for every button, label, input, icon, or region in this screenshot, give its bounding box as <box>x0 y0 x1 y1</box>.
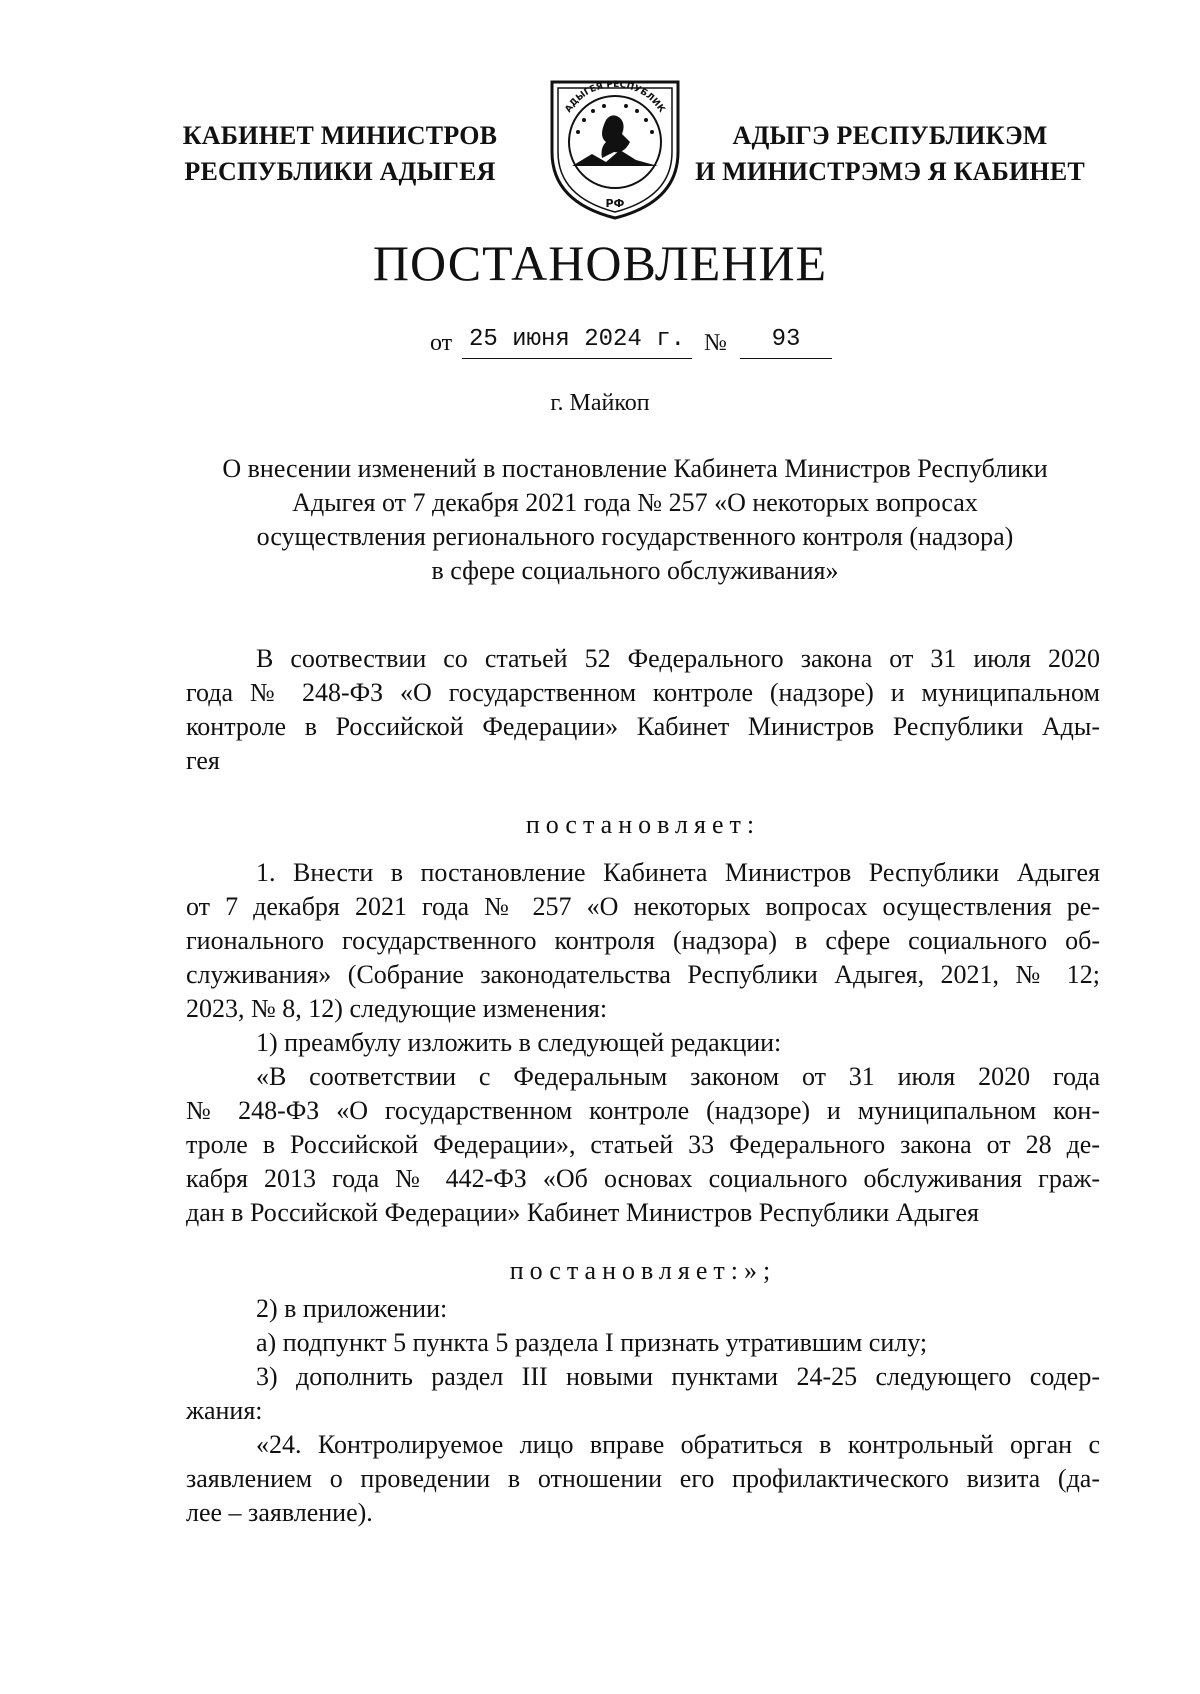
resolves-heading-1 <box>186 808 1100 842</box>
item-1-line: гионального государственного контроля (надзора) в сфере социального об- <box>186 926 1100 955</box>
header-left-line-1: КАБИНЕТ МИНИСТРОВ <box>182 121 498 150</box>
resolves-heading-2 <box>186 1254 1100 1288</box>
header-right-line-1: АДЫГЭ РЕСПУБЛИКЭМ <box>732 121 1048 150</box>
date-underline <box>462 358 692 359</box>
city: г. Майкоп <box>550 390 650 416</box>
item-1-line: служивания» (Собрание законодательства Республики Адыгея, 2021, № 12; <box>186 960 1100 989</box>
preamble <box>186 642 1100 778</box>
item-1-line: 2023, № 8, 12) следующие изменения: <box>186 994 608 1023</box>
paragraph-24-line: заявлением о проведении в отношении его профилактического визита (да- <box>186 1464 1100 1493</box>
preamble-line: года № 248-ФЗ «О государственном контроле (надзоре) и муниципальном <box>186 678 1100 707</box>
paragraph-24-line: лее – заявление). <box>186 1498 373 1527</box>
document-title: ПОСТАНОВЛЕНИЕ <box>372 235 828 291</box>
quote-line: дан в Российской Федерации» Кабинет Министров Республики Адыгея <box>186 1198 979 1227</box>
preamble-line: контроле в Российской Федерации» Кабинет Министров Республики Ады- <box>186 712 1100 741</box>
date-prefix: от <box>430 330 453 356</box>
subject-line: в сфере социального обслуживания» <box>431 556 839 585</box>
resolves-text: постановляет: <box>525 810 761 839</box>
header-left-line-2: РЕСПУБЛИКИ АДЫГЕЯ <box>184 157 496 186</box>
subject-line: О внесении изменений в постановление Кабинета Министров Республики <box>222 454 1048 483</box>
subject-line: осуществления регионального государственного контроля (надзора) <box>256 522 1014 551</box>
subitem-2a: а) подпункт 5 пункта 5 раздела I признать утратившим силу; <box>256 1328 928 1357</box>
item-1-line: от 7 декабря 2021 года № 257 «О некоторых вопросах осуществления ре- <box>186 892 1100 921</box>
quote-line: «В соответствии с Федеральным законом от 31 июля 2020 года <box>256 1062 1100 1091</box>
amendments <box>186 1292 1100 1530</box>
document-subject <box>170 452 1100 588</box>
paragraph-24-line: «24. Контролируемое лицо вправе обратиться в контрольный орган с <box>256 1430 1100 1459</box>
svg-text:АДЫГЕЯ РЕСПУБЛИК <box>564 80 667 115</box>
quote-line: № 248-ФЗ «О государственном контроле (надзоре) и муниципальном кон- <box>186 1096 1100 1125</box>
date-number-line <box>0 322 1200 362</box>
number-label: № <box>704 330 727 356</box>
emblem-text-top: АДЫГЕЯ РЕСПУБЛИК <box>563 79 667 115</box>
quote-line: кабря 2013 года № 442-ФЗ «Об основах социального обслуживания граж- <box>186 1164 1100 1193</box>
item-1 <box>186 856 1100 1230</box>
document-date: 25 июня 2024 г. <box>468 326 686 353</box>
resolves-text: постановляет:»; <box>509 1256 777 1285</box>
document-number: 93 <box>771 326 801 353</box>
header-right-line-2: И МИНИСТРЭМЭ Я КАБИНЕТ <box>695 157 1085 186</box>
item-1-line: 1. Внести в постановление Кабинета Министров Республики Адыгея <box>256 858 1100 887</box>
number-underline <box>740 358 832 359</box>
quote-line: троле в Российской Федерации», статьей 33 Федерального закона от 28 де- <box>186 1130 1100 1159</box>
subitem-1: 1) преамбулу изложить в следующей редакции: <box>256 1028 782 1057</box>
header-left <box>170 118 510 190</box>
preamble-line: В соотвествии со статьей 52 Федерального закона от 31 июля 2020 <box>256 644 1100 673</box>
subitem-3-line: жания: <box>186 1396 263 1425</box>
subitem-2: 2) в приложении: <box>256 1294 448 1323</box>
emblem-text-bottom: РФ <box>605 197 625 210</box>
subitem-3-line: 3) дополнить раздел III новыми пунктами 24-25 следующего содер- <box>256 1362 1100 1391</box>
header-right <box>690 118 1090 190</box>
subject-line: Адыгея от 7 декабря 2021 года № 257 «О некоторых вопросах <box>292 488 978 517</box>
adygea-coat-of-arms-icon <box>540 62 690 222</box>
preamble-line: гея <box>186 746 220 775</box>
